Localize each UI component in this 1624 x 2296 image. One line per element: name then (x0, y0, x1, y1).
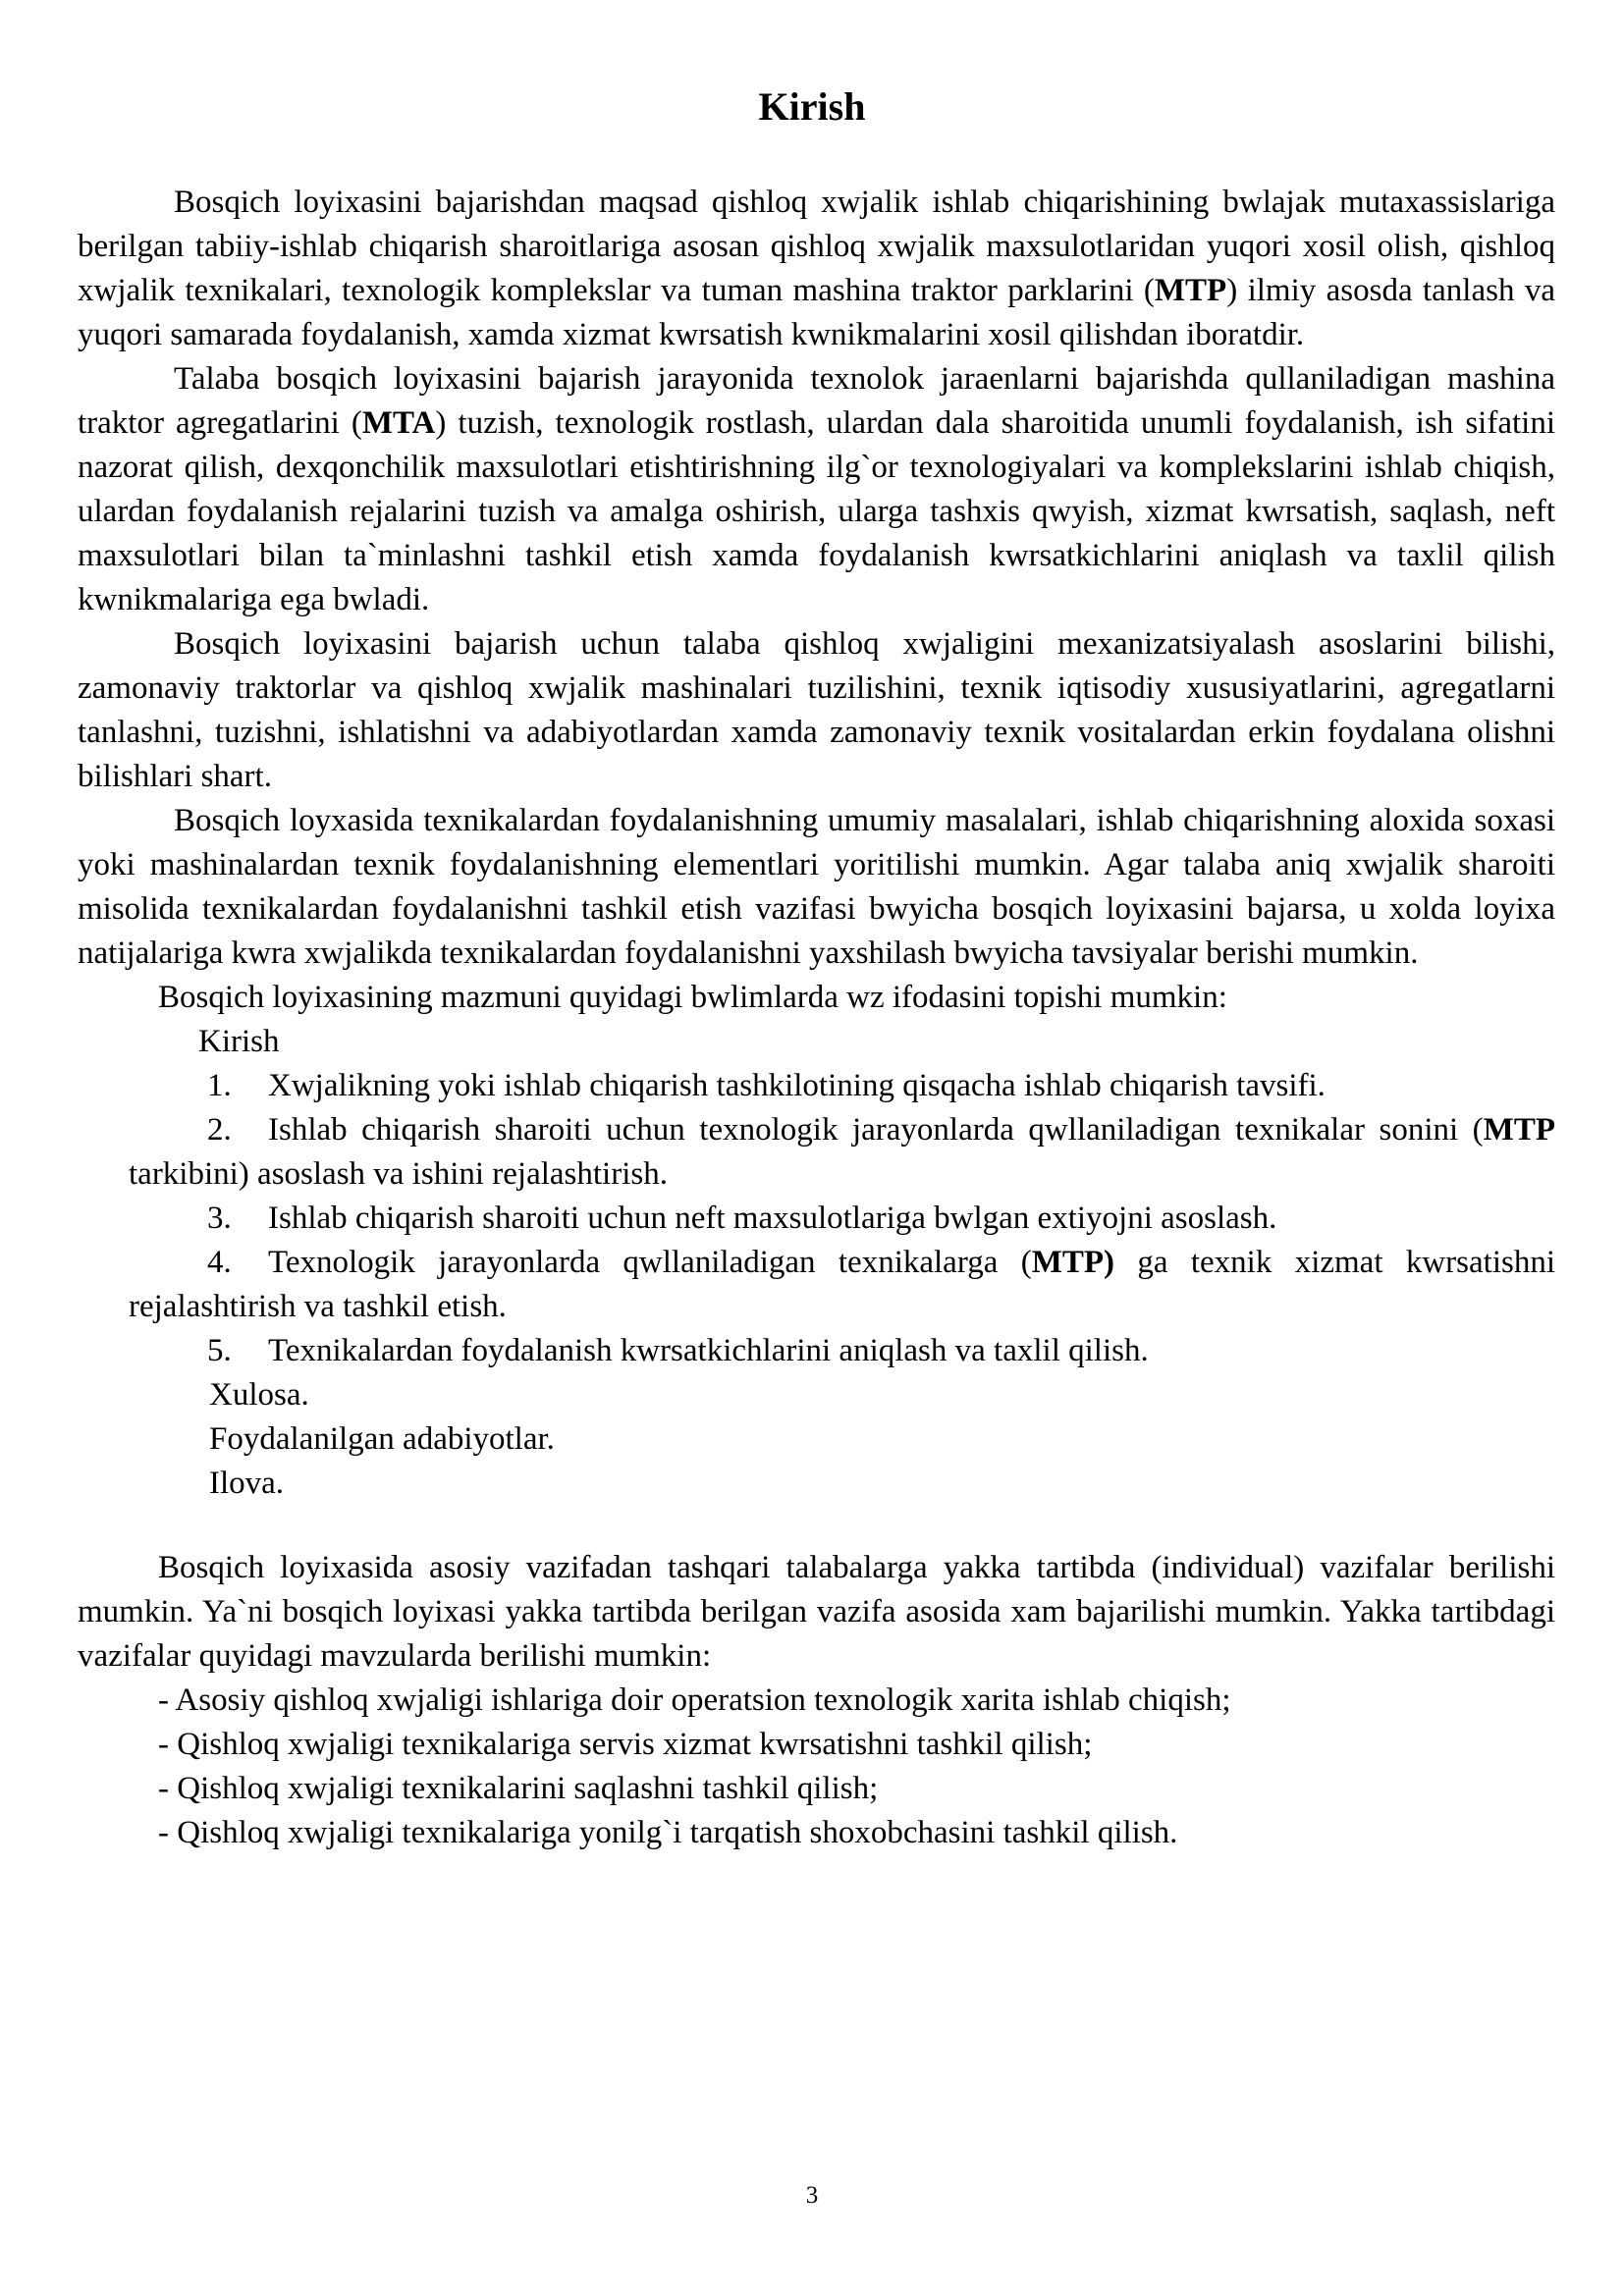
topic-item: - Asosiy qishloq xwjaligi ishlariga doir operatsion texnologik xarita ishlab chiqish; (158, 1682, 1231, 1718)
paragraph-goal: Bosqich loyixasini bajarishdan maqsad qishloq xwjalik ishlab chiqarishining bwlajak mutaxassislariga berilgan tabiiy-ishlab chiqarish sharoitlariga asosan qishloq xwjalik maxsulotlaridan yuqori xosil olish, qishloq xwjalik texnikalari, texnologik komplekslar va tuman mashina traktor parklarini (MTP) ilmiy asosda tanlash va yuqori samarada foydalanish, xamda xizmat kwrsatish kwnikmalarini xosil qilishdan iboratdir. (78, 185, 1555, 352)
abbr-mta: MTA (361, 405, 436, 441)
document-body (78, 181, 1555, 1855)
topic-item: - Qishloq xwjaligi texnikalariga yonilg`i tarqatish shoxobchasini tashkil qilish. (158, 1815, 1178, 1850)
contents-item-4: 4. Texnologik jarayonlarda qwllaniladigan texnikalarga (MTP) ga texnik xizmat kwrsatishni rejalashtirish va tashkil etish. (78, 1241, 1555, 1329)
item-number: 4. (207, 1245, 232, 1280)
contents-item-5: 5. Texnikalardan foydalanish kwrsatkichlarini aniqlash va taxlil qilish. (78, 1329, 1555, 1373)
paragraph-scope: Bosqich loyxasida texnikalardan foydalanishning umumiy masalalari, ishlab chiqarishning aloxida soxasi yoki mashinalardan texnik foydalanishning elementlari yoritilishi mumkin. Agar talaba aniq xwjalik sharoiti misolida texnikalardan foydalanishni tashkil etish vazifasi bwyicha bosqich loyixasini bajarsa, u xolda loyixa natijalariga kwra xwjalikda texnikalardan foydalanishni yaxshilash bwyicha tavsiyalar berishi mumkin. (78, 803, 1555, 971)
item-number: 1. (207, 1068, 232, 1103)
topic-item: - Qishloq xwjaligi texnikalarini saqlashni tashkil qilish; (158, 1771, 879, 1806)
item-number: 5. (207, 1333, 232, 1368)
paragraph-requirements: Bosqich loyixasini bajarish uchun talaba qishloq xwjaligini mexanizatsiyalash asoslarini bilishi, zamonaviy traktorlar va qishloq xwjalik mashinalari tuzilishini, texnik iqtisodiy xususiyatlarini, agregatlarni tanlashni, tuzishni, ishlatishni va adabiyotlardan xamda zamonaviy texnik vositalardan erkin foydalana olishni bilishlari shart. (78, 626, 1555, 794)
page-number: 3 (805, 2182, 819, 2209)
contents-intro: Bosqich loyixasining mazmuni quyidagi bwlimlarda wz ifodasini topishi mumkin: (158, 980, 1227, 1015)
topic-item: - Qishloq xwjaligi texnikalariga servis xizmat kwrsatishni tashkil qilish; (158, 1727, 1093, 1762)
abbr-mtp: MTP (1154, 273, 1227, 308)
page-title: Kirish (758, 84, 866, 129)
paragraph-student-tasks: Talaba bosqich loyixasini bajarish jarayonida texnolok jaraenlarni bajarishda qullaniladigan mashina traktor agregatlarini (MTA) tuzish, texnologik rostlash, ulardan dala sharoitida unumli foydalanish, ish sifatini nazorat qilish, dexqonchilik maxsulotlari etishtirishning ilg`or texnologiyalari va komplekslarini ishlab chiqish, ulardan foydalanish rejalarini tuzish va amalga oshirish, ularga tashxis qwyish, xizmat kwrsatish, saqlash, neft maxsulotlari bilan ta`minlashni tashkil etish xamda foydalanish kwrsatkichlarini aniqlash va taxlil qilish kwnikmalariga ega bwladi. (78, 361, 1555, 617)
paragraph-individual-tasks: Bosqich loyixasida asosiy vazifadan tashqari talabalarga yakka tartibda (individual) vazifalar berilishi mumkin. Ya`ni bosqich loyixasi yakka tartibda berilgan vazifa asosida xam bajarilishi mumkin. Yakka tartibdagi vazifalar quyidagi mavzularda berilishi mumkin: (78, 1550, 1555, 1674)
contents-item-3: 3. Ishlab chiqarish sharoiti uchun neft maxsulotlariga bwlgan extiyojni asoslash. (78, 1197, 1555, 1241)
item-number: 2. (207, 1112, 232, 1148)
contents-item-1: 1. Xwjalikning yoki ishlab chiqarish tashkilotining qisqacha ishlab chiqarish tavsifi. (78, 1064, 1555, 1108)
contents-item-references: Foydalanilgan adabiyotlar. (209, 1421, 555, 1457)
contents-item-xulosa: Xulosa. (209, 1377, 309, 1413)
contents-item-2: 2. Ishlab chiqarish sharoiti uchun texnologik jarayonlarda qwllaniladigan texnikalar sonini (MTP tarkibini) asoslash va ishini rejalashtirish. (78, 1108, 1555, 1197)
item-number: 3. (207, 1201, 232, 1236)
contents-item-appendix: Ilova. (209, 1466, 285, 1501)
contents-item-kirish: Kirish (198, 1024, 280, 1059)
